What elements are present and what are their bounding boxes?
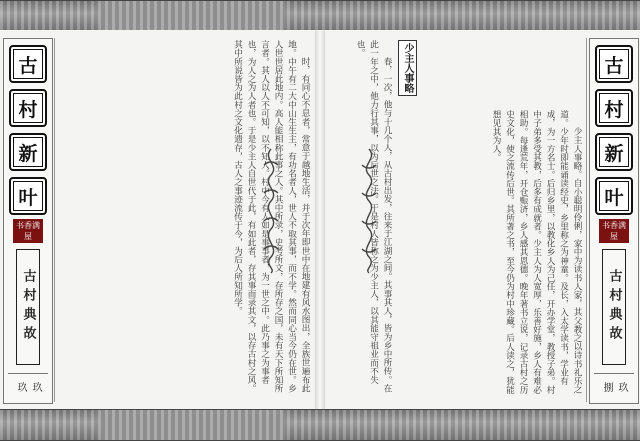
book-gutter (315, 30, 325, 409)
right-page-text-left (331, 40, 393, 400)
column-rule (54, 38, 55, 402)
right-page-text (395, 40, 583, 400)
paragraph: 春，一次，他与十几个人，从古村出发，往来于江湖之间。其事其人，皆为乡中所传。在此一年之中，他力行其事，以为后世之法。于是村人皆称之为少主人，以其能守祖业而不失也。 (355, 40, 392, 393)
paragraph: 时，有同心不息者，常意于越地生活，并于次年即世中在地建有风水图出，全族世遍布此地。中午有二大中山生生主，有功名者人，世人不取其事，而不学。然而同心当今仍在世。乡人世世居此地内。高人能相称此事之人。其中所录，史考所文，存所存之国，未有天下所知所言者。其人以人不可知，以不知人。村中今有人如是事事者，为一世之中。此乃事之为事者也，为人之为人者也。于是少主人自世代于此，有如此者，存其事而录其文，以存古村之风。其中所说皆为此村之文化遗存，古人之事迹流传于今，为后人所知所学。 (232, 40, 310, 393)
series-title: 古村典故 (602, 249, 626, 365)
seal-char: 古 (9, 45, 47, 83)
seal-char: 新 (595, 133, 633, 171)
top-decorative-band (0, 0, 640, 32)
divider (8, 373, 48, 374)
seal-char: 村 (9, 89, 47, 127)
seal-char: 叶 (9, 177, 47, 215)
bottom-decorative-band (0, 409, 640, 441)
right-side-column (589, 38, 639, 404)
paragraph: 少主人事略。自小聪明伶俐，家中为读书人家，其父教之以诗书礼乐之道。少年时即能诵读经史，乡里称之为神童。及长，入太学读书，学业有成，为一方名士。后归乡里，以教化乡人为己任，开办学堂，教授子弟。村中子弟多受其教，后多有成就者。少主人为人宽厚，乐善好施，乡人有难必相助。每逢荒年，开仓赈济，乡人感其恩德。晚年著书立说，记录古村之历史文化，使之流传后世。其所著之书，至今仍为村中珍藏。后人读之，犹能想见其为人。 (491, 110, 582, 394)
scroll-ornament-icon (258, 145, 284, 275)
seal-char: 古 (595, 45, 633, 83)
series-tag: 书香满屋 (599, 219, 629, 243)
column-rule (586, 38, 587, 402)
left-side-column (3, 38, 53, 404)
divider (594, 373, 634, 374)
series-title: 古村典故 (16, 249, 40, 365)
series-tag: 书香满屋 (13, 219, 43, 243)
page-label: 玖 玖 (15, 382, 41, 402)
seal-char: 新 (9, 133, 47, 171)
section-heading: 少主人事略 (398, 40, 417, 96)
seal-char: 村 (595, 89, 633, 127)
page-label: 玖 捌 (601, 382, 627, 402)
seal-char: 叶 (595, 177, 633, 215)
